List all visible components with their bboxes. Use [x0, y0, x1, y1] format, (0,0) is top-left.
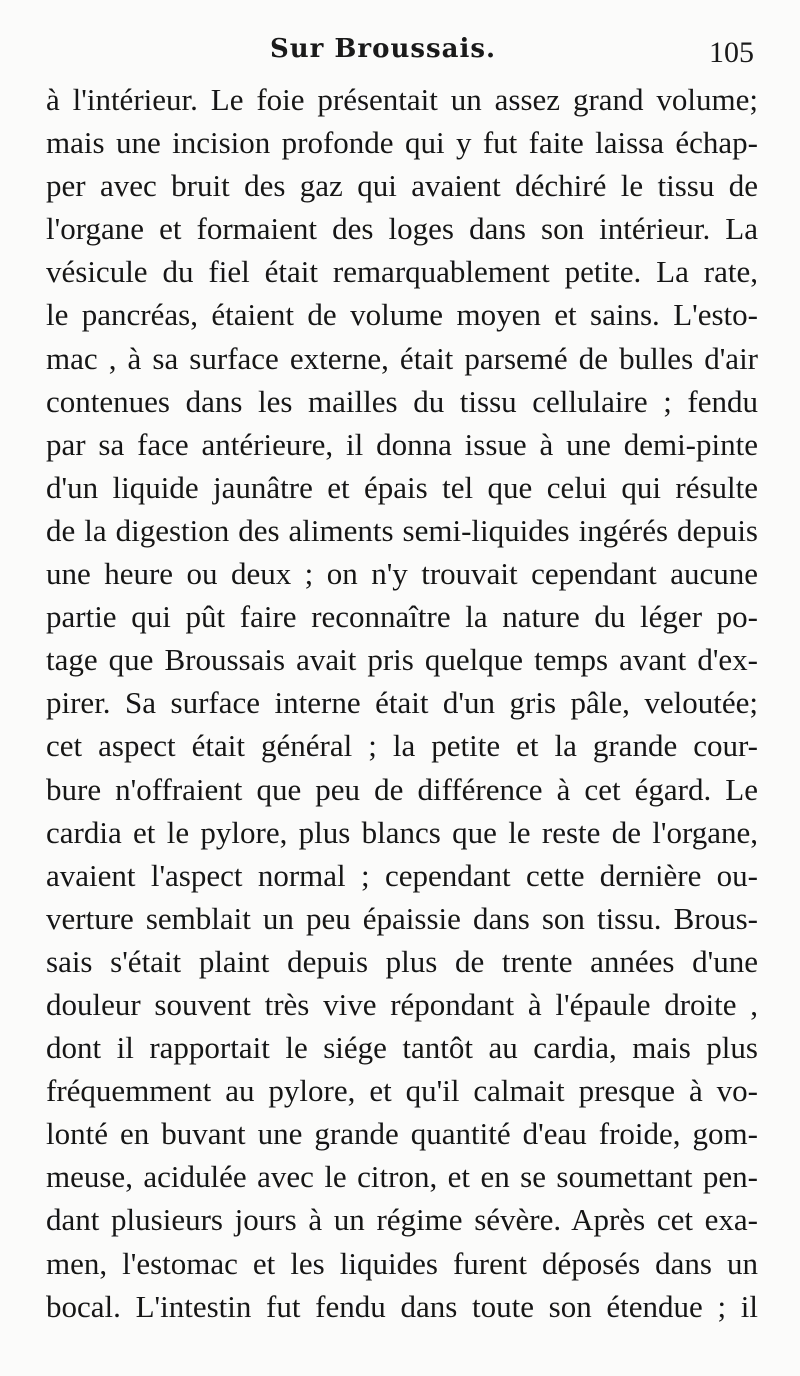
text-line: per avec bruit des gaz qui avaient déchiré le tissu de [46, 168, 758, 204]
text-line: tage que Broussais avait pris quelque temps avant d'ex- [46, 642, 758, 678]
text-line: lonté en buvant une grande quantité d'eau froide, gom- [46, 1116, 758, 1152]
text-line: douleur souvent très vive répondant à l'épaule droite , [46, 986, 758, 1022]
running-head [0, 30, 800, 70]
page-number: 105 [709, 36, 754, 69]
text-line: mais une incision profonde qui y fut faite laissa échap- [46, 125, 758, 161]
text-line: meuse, acidulée avec le citron, et en se soumettant pen- [46, 1159, 758, 1195]
text-line: à l'intérieur. Le foie présentait un assez grand volume; [46, 82, 758, 117]
text-line: bocal. L'intestin fut fendu dans toute son étendue ; il [46, 1288, 758, 1324]
running-title: Sur Broussais. [270, 34, 497, 64]
body-text [46, 78, 758, 1328]
text-line: cet aspect était général ; la petite et la grande cour- [46, 728, 758, 764]
text-line: l'organe et formaient des loges dans son intérieur. La [46, 211, 758, 247]
text-line: verture semblait un peu épaissie dans son tissu. Brous- [46, 900, 758, 936]
text-line: avaient l'aspect normal ; cependant cette dernière ou- [46, 857, 758, 893]
text-line: contenues dans les mailles du tissu cellulaire ; fendu [46, 383, 758, 419]
text-line: mac , à sa surface externe, était parsemé de bulles d'air [46, 340, 758, 376]
text-line: cardia et le pylore, plus blancs que le reste de l'organe, [46, 814, 758, 850]
text-line: vésicule du fiel était remarquablement petite. La rate, [46, 254, 758, 290]
text-line: bure n'offraient que peu de différence à cet égard. Le [46, 771, 758, 807]
text-line: men, l'estomac et les liquides furent déposés dans un [46, 1245, 758, 1281]
text-line: sais s'était plaint depuis plus de trente années d'une [46, 943, 758, 979]
text-line: pirer. Sa surface interne était d'un gris pâle, veloutée; [46, 685, 758, 721]
text-line: le pancréas, étaient de volume moyen et sains. L'esto- [46, 297, 758, 333]
text-line: partie qui pût faire reconnaître la nature du léger po- [46, 599, 758, 635]
text-line: par sa face antérieure, il donna issue à une demi-pinte [46, 426, 758, 462]
text-line: une heure ou deux ; on n'y trouvait cependant aucune [46, 556, 758, 592]
text-line: dont il rapportait le siége tantôt au cardia, mais plus [46, 1030, 758, 1066]
text-line: dant plusieurs jours à un régime sévère. Après cet exa- [46, 1202, 758, 1238]
text-line: de la digestion des aliments semi-liquides ingérés depuis [46, 512, 758, 548]
text-line: d'un liquide jaunâtre et épais tel que celui qui résulte [46, 469, 758, 505]
text-line: fréquemment au pylore, et qu'il calmait presque à vo- [46, 1073, 758, 1109]
